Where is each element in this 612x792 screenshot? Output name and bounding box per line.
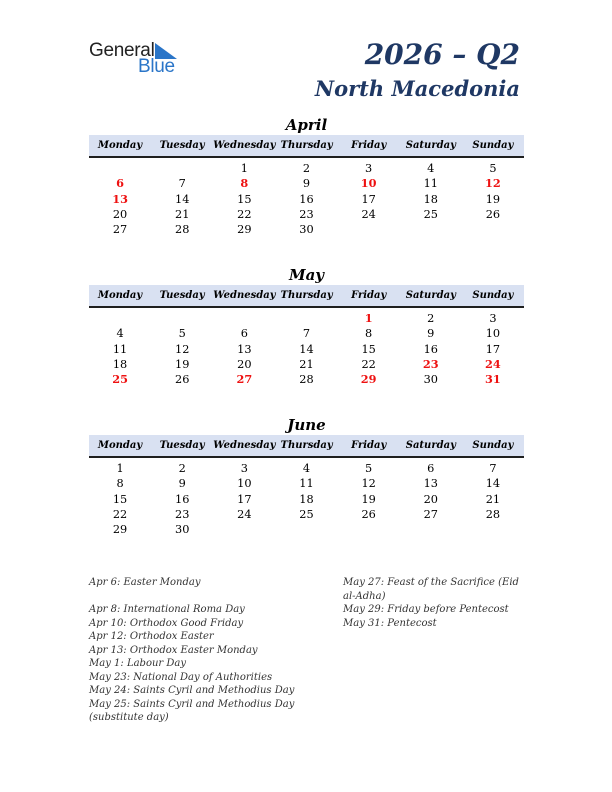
day-cell: 19 [485,192,501,206]
holiday-note: May 29: Friday before Pentecost [343,604,509,615]
day-cell: 13 [423,477,438,491]
day-cell: 28 [299,373,314,387]
day-cell: 17 [485,342,501,356]
day-cell [400,522,462,537]
weekday-label: Monday [97,290,143,301]
week-row [89,372,524,387]
day-cell: 4 [302,462,311,475]
weekday-header [89,285,524,308]
holiday-note: May 24: Saints Cyril and Methodius Day [89,685,295,696]
day-cell: 4 [427,162,435,175]
day-cell [462,522,524,537]
day-cell: 25 [423,207,438,221]
logo-general: General [89,40,155,61]
day-cell: 30 [299,223,314,237]
day-cell: 2 [178,462,186,475]
day-cell: 6 [427,462,435,475]
day-cell: 11 [423,177,438,191]
week-row [89,311,524,326]
day-cell: 24 [361,207,376,221]
day-cell: 25 [299,507,314,521]
day-cell: 17 [237,492,252,506]
weekday-label: Friday [351,440,387,451]
day-cell: 14 [175,192,190,206]
holiday-note: May 27: Feast of the Sacrifice (Eid al-Adha) [343,577,519,602]
weekday-label: Saturday [405,140,456,151]
day-cell: 8 [365,327,373,341]
country-title: North Macedonia [314,76,520,101]
logo-blue: Blue [138,56,175,77]
day-cell: 20 [237,357,252,371]
weekday-label: Monday [97,140,143,151]
holiday-notes-left [89,576,324,725]
week-row [89,476,524,491]
day-cell: 22 [361,357,376,371]
holiday-note: Apr 12: Orthodox Easter [89,631,214,642]
week-row [89,207,524,222]
day-cell: 3 [365,162,373,175]
day-cell [151,161,213,176]
day-cell: 10 [237,477,252,491]
day-cell: 18 [423,192,438,206]
day-cell: 14 [299,342,314,356]
weekday-label: Tuesday [159,440,205,451]
day-cell: 18 [112,357,128,371]
week-row [89,222,524,237]
day-cell: 2 [302,162,311,175]
day-cell: 21 [175,207,190,221]
day-cell: 29 [112,523,128,537]
month-june [89,415,524,537]
day-cell: 16 [299,192,314,206]
day-cell [338,222,400,237]
day-cell: 21 [299,357,314,371]
weekday-label: Monday [97,440,143,451]
day-cell: 9 [178,477,186,491]
day-cell: 3 [489,312,497,325]
day-cell: 9 [302,177,311,191]
day-cell: 25 [112,372,128,387]
week-row [89,326,524,341]
day-cell: 10 [485,327,501,341]
holiday-note: May 1: Labour Day [89,658,186,669]
day-cell: 23 [422,356,439,371]
day-cell: 17 [361,192,376,206]
day-cell: 22 [112,507,128,521]
holiday-notes-right [343,576,523,630]
day-cell: 6 [116,176,124,191]
day-cell: 7 [302,327,311,341]
day-cell: 31 [485,372,501,387]
day-cell: 8 [116,477,124,491]
day-cell [462,222,524,237]
day-cell: 6 [240,327,248,341]
holiday-note: Apr 8: International Roma Day [89,604,245,615]
day-cell: 20 [423,492,438,506]
day-cell: 9 [427,327,435,341]
month-title: June [287,416,326,434]
day-cell: 30 [175,523,190,537]
day-cell [213,311,275,326]
day-cell: 14 [485,477,501,491]
day-cell [275,311,337,326]
day-cell: 26 [485,207,501,221]
day-cell: 29 [360,372,377,387]
day-cell: 2 [427,312,435,325]
weekday-label: Saturday [405,290,456,301]
day-cell: 1 [116,462,124,475]
page-title: 2026 – Q2 [364,38,520,71]
day-cell: 19 [361,492,376,506]
day-cell: 15 [361,342,376,356]
day-cell: 23 [299,207,314,221]
day-cell [275,522,337,537]
month-title: April [285,116,328,134]
holiday-note: May 31: Pentecost [343,617,437,629]
weekday-label: Sunday [472,440,514,451]
day-cell: 20 [112,207,128,221]
weekday-label: Thursday [280,290,333,301]
day-cell: 24 [485,356,501,371]
weekday-label: Thursday [280,140,333,151]
day-cell: 7 [489,462,497,475]
holiday-note: Apr 10: Orthodox Good Friday [89,617,244,629]
day-cell [89,161,151,176]
week-row [89,461,524,476]
logo [89,40,189,76]
month-may [89,265,524,387]
weekday-label: Sunday [472,290,514,301]
weekday-label: Wednesday [213,440,276,451]
weekday-label: Wednesday [213,140,276,151]
weekday-label: Friday [351,140,387,151]
day-cell [400,222,462,237]
weekday-label: Tuesday [159,140,205,151]
day-cell: 1 [240,162,248,175]
day-cell: 13 [237,342,252,356]
day-cell: 26 [175,373,190,387]
holiday-note: May 25: Saints Cyril and Methodius Day (substitute day) [89,698,295,723]
day-cell: 21 [485,492,501,506]
week-row [89,492,524,507]
day-cell: 5 [178,327,186,341]
day-cell: 19 [175,357,190,371]
holiday-note: Apr 6: Easter Monday [89,577,201,588]
day-cell: 16 [175,492,190,506]
day-cell: 10 [360,176,377,191]
day-cell: 28 [175,223,190,237]
day-cell [338,522,400,537]
day-cell: 8 [240,176,249,191]
month-title: May [288,266,325,284]
day-cell: 27 [236,372,253,387]
weekday-label: Thursday [280,440,333,451]
day-cell: 15 [112,492,128,506]
weekday-label: Tuesday [159,290,205,301]
weekday-header [89,435,524,458]
day-cell: 3 [240,462,248,475]
day-cell: 7 [178,177,186,191]
weekday-label: Saturday [405,440,456,451]
day-cell: 1 [364,311,373,325]
day-cell: 12 [485,176,501,191]
weekday-label: Friday [351,290,387,301]
day-cell: 27 [423,507,438,521]
day-cell: 12 [361,477,376,491]
day-cell: 29 [237,223,252,237]
day-cell: 12 [175,342,190,356]
week-row [89,507,524,522]
day-cell: 5 [489,162,497,175]
day-cell: 28 [485,507,501,521]
day-cell: 11 [112,342,128,356]
day-cell: 23 [175,507,190,521]
day-cell: 16 [423,342,438,356]
week-row [89,192,524,207]
day-cell: 26 [361,507,376,521]
day-cell: 27 [112,223,128,237]
day-cell [89,311,151,326]
weekday-header [89,135,524,158]
day-cell: 24 [237,507,252,521]
week-row [89,161,524,176]
day-cell: 11 [299,477,314,491]
day-cell: 18 [299,492,314,506]
holiday-note: Apr 13: Orthodox Easter Monday [89,644,258,656]
day-cell: 5 [365,462,373,475]
day-cell: 22 [237,207,252,221]
weekday-label: Wednesday [213,290,276,301]
day-cell: 4 [116,327,124,341]
day-cell: 13 [112,191,128,206]
week-row [89,342,524,357]
day-cell: 15 [237,192,252,206]
day-cell [151,311,213,326]
month-april [89,115,524,237]
holiday-note: May 23: National Day of Authorities [89,671,273,683]
week-row [89,357,524,372]
weekday-label: Sunday [472,140,514,151]
week-row [89,522,524,537]
week-row [89,176,524,191]
day-cell [213,522,275,537]
day-cell: 30 [423,373,438,387]
